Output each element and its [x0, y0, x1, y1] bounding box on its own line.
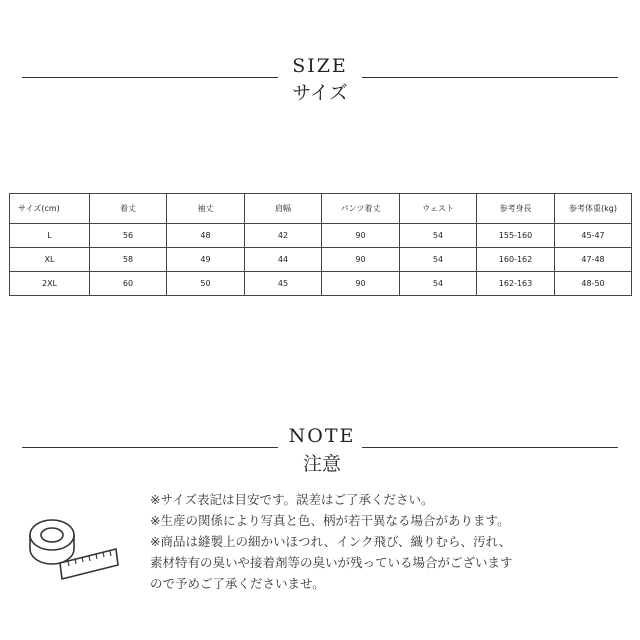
table-cell: 160-162: [477, 248, 555, 272]
size-title-en: SIZE: [292, 55, 348, 77]
table-cell: 42: [245, 224, 322, 248]
header-cell: ウェスト: [400, 194, 477, 224]
table-cell: 50: [167, 272, 245, 296]
table-cell: L: [10, 224, 90, 248]
table-cell: 54: [400, 248, 477, 272]
table-cell: 48: [167, 224, 245, 248]
table-cell: 2XL: [10, 272, 90, 296]
table-row: [10, 224, 632, 248]
table-cell: 44: [245, 248, 322, 272]
table-cell: 90: [322, 248, 400, 272]
table-cell: XL: [10, 248, 90, 272]
notes-block: [150, 489, 630, 594]
table-cell: 54: [400, 224, 477, 248]
table-cell: 58: [90, 248, 167, 272]
note-rule-right: [362, 447, 618, 448]
note-title-ja: 注意: [302, 453, 341, 475]
header-cell: 着丈: [90, 194, 167, 224]
table-cell: 45-47: [555, 224, 632, 248]
note-line: ※サイズ表記は目安です。誤差はご了承ください。: [150, 492, 434, 507]
note-line: 素材特有の臭いや接着剤等の臭いが残っている場合がございます: [150, 555, 513, 570]
table-cell: 90: [322, 272, 400, 296]
size-title-ja: サイズ: [292, 82, 348, 104]
header-cell: 参考身長: [477, 194, 555, 224]
size-table: [9, 193, 632, 296]
size-table-header-row: [10, 194, 632, 224]
table-cell: 56: [90, 224, 167, 248]
note-title-en: NOTE: [288, 425, 356, 447]
header-cell: 袖丈: [167, 194, 245, 224]
header-cell: 参考体重(kg): [555, 194, 632, 224]
table-cell: 155-160: [477, 224, 555, 248]
table-cell: 48-50: [555, 272, 632, 296]
table-row: [10, 272, 632, 296]
note-line: ので予めご了承くださいませ。: [150, 576, 325, 591]
measuring-tape-icon: [22, 505, 122, 585]
header-cell: 肩幅: [245, 194, 322, 224]
note-line: ※生産の関係により写真と色、柄が若干異なる場合があります。: [150, 513, 510, 528]
header-cell: パンツ着丈: [322, 194, 400, 224]
size-rule-right: [362, 77, 618, 78]
table-cell: 47-48: [555, 248, 632, 272]
table-cell: 162-163: [477, 272, 555, 296]
size-rule-left: [22, 77, 278, 78]
table-cell: 60: [90, 272, 167, 296]
table-row: [10, 248, 632, 272]
table-cell: 54: [400, 272, 477, 296]
header-cell: サイズ(cm): [10, 194, 90, 224]
table-cell: 90: [322, 224, 400, 248]
table-cell: 49: [167, 248, 245, 272]
table-cell: 45: [245, 272, 322, 296]
note-line: ※商品は縫製上の細かいほつれ、インク飛び、織りむら、汚れ、: [150, 534, 512, 549]
note-rule-left: [22, 447, 278, 448]
